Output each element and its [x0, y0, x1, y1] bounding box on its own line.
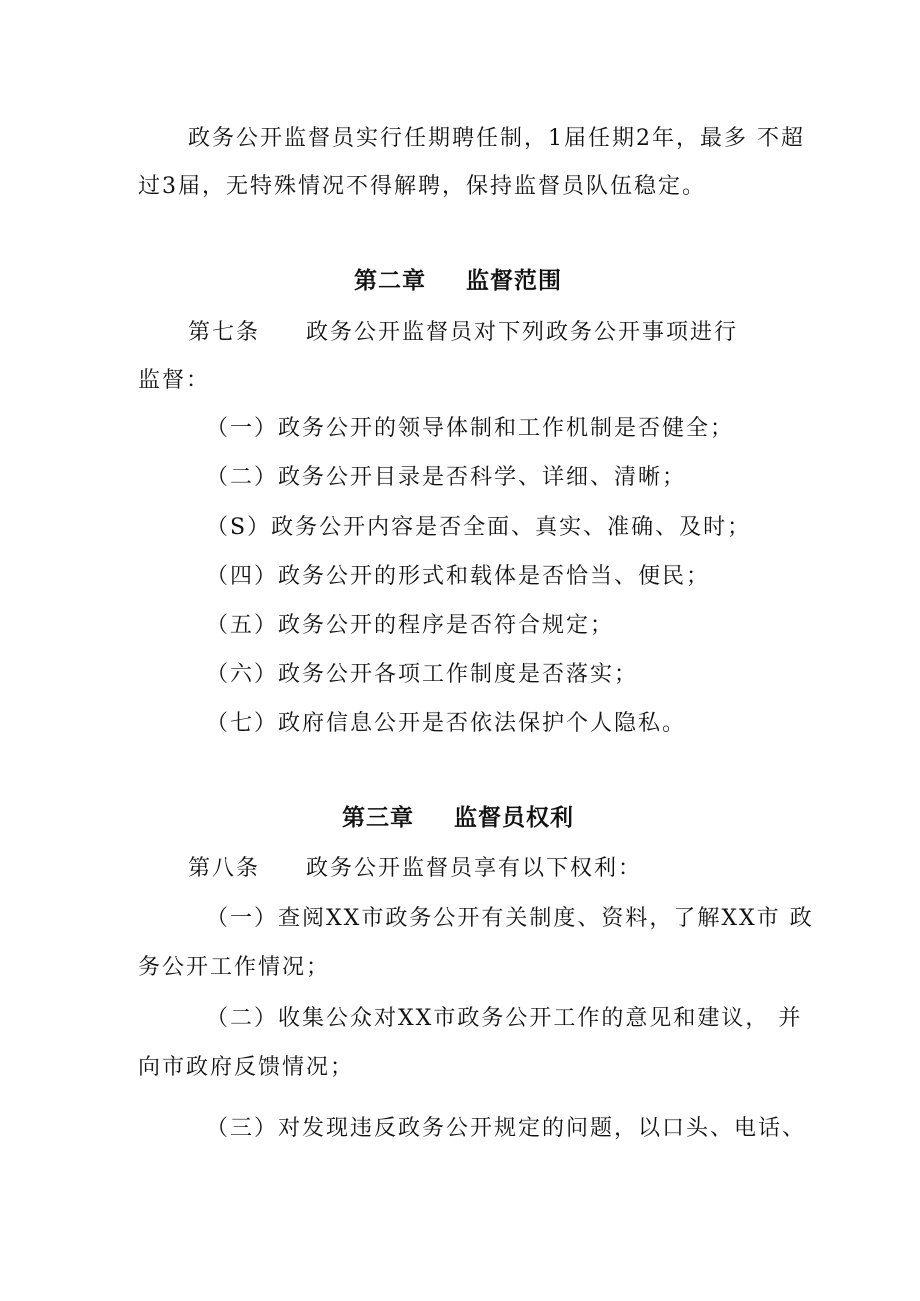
chapter-3-heading	[342, 803, 574, 833]
chapter-2-item-3: （S）政务公开内容是否全面、真实、准确、及时；	[206, 515, 752, 540]
chapter-2-item-7: （七）政府信息公开是否依法保护个人隐私。	[206, 711, 687, 736]
article-7-line1	[188, 318, 738, 348]
article-8-line	[188, 854, 642, 884]
chapter-2-item-5: （五）政务公开的程序是否符合规定；	[206, 613, 615, 638]
article-7-number: 第七条	[188, 320, 261, 345]
article-8-number: 第八条	[188, 856, 261, 881]
paragraph-term-line1: 政务公开监督员实行任期聘任制，1届任期2年，最多 不超	[188, 126, 805, 151]
chapter-3-item-2-line1: （二）收集公众对XX市政务公开工作的意见和建议， 并	[206, 1006, 803, 1031]
chapter-3-item-2-line2: 向市政府反馈情况；	[138, 1055, 355, 1080]
chapter-2-heading	[354, 266, 562, 296]
chapter-2-number: 第二章	[354, 268, 426, 294]
paragraph-term-line2: 过3届，无特殊情况不得解聘，保持监督员队伍稳定。	[138, 174, 706, 199]
chapter-3-item-1-line2: 务公开工作情况；	[138, 955, 331, 980]
chapter-3-number: 第三章	[342, 805, 414, 831]
chapter-2-item-4: （四）政务公开的形式和载体是否恰当、便民；	[206, 564, 711, 589]
chapter-2-item-6: （六）政务公开各项工作制度是否落实；	[206, 662, 639, 687]
article-8-text: 政务公开监督员享有以下权利：	[306, 856, 643, 881]
chapter-2-title: 监督范围	[466, 268, 562, 294]
chapter-3-item-1-line1: （一）查阅XX市政务公开有关制度、资料，了解XX市 政	[206, 906, 814, 931]
article-7-line2: 监督：	[138, 368, 211, 393]
chapter-2-item-1: （一）政务公开的领导体制和工作机制是否健全；	[206, 416, 735, 441]
article-7-text: 政务公开监督员对下列政务公开事项进行	[306, 320, 739, 345]
chapter-3-item-3-line1: （三）对发现违反政务公开规定的问题，以口头、电话、	[206, 1116, 807, 1141]
chapter-3-title: 监督员权利	[454, 805, 574, 831]
chapter-2-item-2: （二）政务公开目录是否科学、详细、清晰；	[206, 465, 687, 490]
